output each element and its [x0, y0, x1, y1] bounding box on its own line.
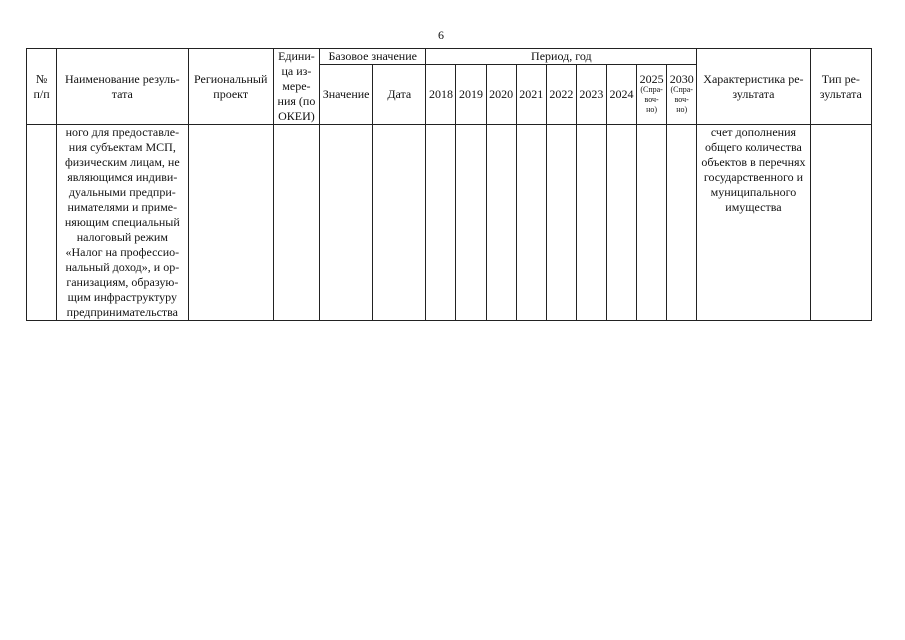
cell-2023: [576, 125, 606, 321]
header-value: Значение: [320, 64, 373, 124]
header-year-2018: 2018: [426, 64, 456, 124]
cell-2021: [516, 125, 546, 321]
cell-result-type: [810, 125, 871, 321]
header-year-2025-note: (Спра- воч- но): [640, 85, 663, 115]
cell-unit: [273, 125, 319, 321]
header-year-2025: 2025: [639, 72, 664, 87]
cell-regional-project: [188, 125, 273, 321]
cell-2025: [637, 125, 667, 321]
cell-2019: [456, 125, 486, 321]
header-year-2030-ref: [667, 64, 697, 124]
header-unit: Едини- ца из- мере- ния (по ОКЕИ): [273, 49, 319, 125]
header-regional-project: Региональный проект: [188, 49, 273, 125]
header-year-2022: 2022: [546, 64, 576, 124]
cell-num: [27, 125, 57, 321]
header-year-2025-ref: [637, 64, 667, 124]
header-base-value: Базовое значение: [320, 49, 426, 65]
table-row: [27, 125, 872, 321]
header-date: Дата: [373, 64, 426, 124]
cell-2022: [546, 125, 576, 321]
header-characteristic: Характеристика ре- зультата: [697, 49, 810, 125]
header-year-2030: 2030: [669, 72, 694, 87]
cell-2024: [606, 125, 636, 321]
cell-value: [320, 125, 373, 321]
header-year-2030-note: (Спра- воч- но): [670, 85, 693, 115]
header-year-2019: 2019: [456, 64, 486, 124]
header-num: № п/п: [27, 49, 57, 125]
header-period: Период, год: [426, 49, 697, 65]
header-year-2023: 2023: [576, 64, 606, 124]
results-table: [26, 48, 872, 321]
cell-2018: [426, 125, 456, 321]
header-result-type: Тип ре- зультата: [810, 49, 871, 125]
header-year-2020: 2020: [486, 64, 516, 124]
page-number: 6: [438, 28, 444, 42]
header-year-2021: 2021: [516, 64, 546, 124]
cell-name: ного для предоставле- ния субъектам МСП, физическим лицам, не являющимся индиви- дуальными предпри- нимателями и приме- няющим специальный налоговый режим «Налог на профессио- нальный доход», и ор- ганизациям, образую- щим инфраструктуру предпринимательства: [57, 125, 188, 321]
cell-2020: [486, 125, 516, 321]
cell-date: [373, 125, 426, 321]
cell-2030: [667, 125, 697, 321]
cell-characteristic: счет дополнения общего количества объектов в перечнях государственного и муниципального имущества: [697, 125, 810, 321]
header-year-2024: 2024: [606, 64, 636, 124]
header-name: Наименование резуль- тата: [57, 49, 188, 125]
